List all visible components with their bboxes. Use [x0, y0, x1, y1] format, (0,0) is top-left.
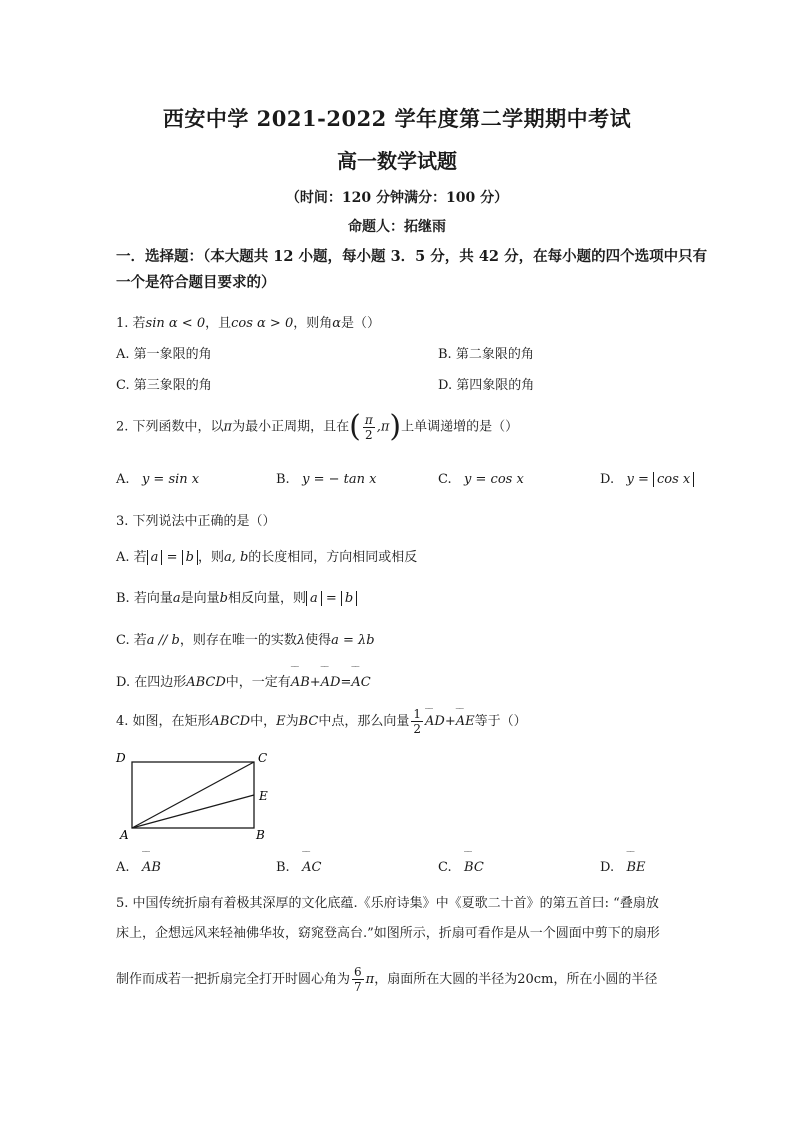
q4-option-c — [438, 860, 484, 875]
q3-option-b — [116, 587, 357, 606]
q2-option-d-formula: y = — [626, 472, 649, 487]
q1-alpha: α — [332, 316, 342, 331]
q3-text: = — [166, 550, 178, 565]
rectangle-figure — [112, 748, 282, 842]
q2-option-b-formula: y = − tan x — [302, 472, 377, 487]
option-label: A. — [116, 860, 130, 875]
q4-vector-ad: ‾‾ AD — [425, 702, 445, 742]
q2-fraction-num: π — [364, 412, 373, 427]
q3-parallel: a // b — [146, 633, 180, 648]
q5-text: 制作而成若一把折扇完全打开时圆心角为 — [116, 972, 351, 987]
q3-text: B. 若向量 — [116, 591, 173, 606]
question-1-stem — [116, 312, 380, 331]
label-b: B — [256, 828, 265, 842]
option-label: B. — [276, 472, 290, 487]
q4-option-d — [600, 860, 646, 875]
q1-option-d: D. 第四象限的角 — [438, 378, 535, 393]
q1-option-a: A. 第一象限的角 — [116, 347, 212, 362]
q3-text: = — [325, 591, 337, 606]
q2-text: 为最小正周期，且在 — [232, 419, 350, 435]
q3-text: D. 在四边形 — [116, 675, 187, 690]
q4-point-e: E — [276, 714, 286, 729]
q1-text: ，且 — [205, 316, 232, 331]
option-label: C. — [438, 860, 452, 875]
q1-text: 是（） — [341, 316, 381, 331]
label-d: D — [116, 751, 126, 765]
q3-abs-b: b — [182, 550, 198, 565]
q5-line-3 — [116, 960, 712, 1000]
q3-option-a — [116, 546, 417, 565]
exam-title: 西安中学 2021-2022 学年度第二学期期中考试 — [162, 106, 632, 131]
q2-text: 上单调递增的是（） — [401, 419, 519, 435]
q3-quad: ABCD — [186, 675, 226, 690]
option-label: A. — [116, 472, 130, 487]
q1-option-b: B. 第二象限的角 — [438, 347, 534, 362]
q2-pi: π — [223, 419, 233, 435]
question-4-stem — [116, 702, 527, 742]
q2-option-a-formula: y = sin x — [141, 472, 200, 487]
q3-text: 相反向量，则 — [227, 591, 306, 606]
label-c: C — [258, 751, 268, 765]
author-line: 命题人：拓继雨 — [348, 219, 446, 235]
q1-condition-sin: sin α < 0 — [145, 316, 206, 331]
q5-radius: 20cm — [517, 972, 554, 987]
option-label: D. — [600, 860, 615, 875]
q3-abs-a: a — [306, 591, 322, 606]
q5-fraction-den: 7 — [354, 980, 362, 994]
q1-text: ，则角 — [293, 316, 333, 331]
q2-option-d — [600, 472, 694, 487]
segment-ae — [132, 795, 254, 828]
q2-option-b — [276, 472, 376, 487]
q5-line-2: 床上，企想远风来轻袖佛华妆，窈窕登高台.”如图所示，折扇可看作是从一个圆面中剪下的扇形 — [116, 926, 660, 941]
q4-text: 中， — [250, 714, 277, 729]
option-label: D. — [600, 472, 615, 487]
q2-right-paren: ) — [389, 409, 402, 444]
q4-fraction — [411, 707, 423, 736]
q4-option-b — [276, 860, 321, 875]
q3-vector-ac: ‾‾ AC — [351, 675, 370, 690]
q4-option-d-vector: ‾‾ BE — [627, 860, 646, 875]
q5-text: ，所在小圆的半径 — [553, 972, 658, 987]
q3-text: 中，一定有 — [225, 675, 291, 690]
q3-option-c — [116, 629, 375, 648]
q3-option-d — [116, 671, 371, 690]
q5-line-1: 5. 中国传统折扇有着极其深厚的文化底蕴.《乐府诗集》中《夏歌二十首》的第五首曰: “叠扇放 — [116, 896, 659, 911]
q2-interval-end: ,π — [376, 419, 390, 435]
q5-fraction — [352, 965, 364, 994]
q4-option-b-vector: ‾‾ AC — [302, 860, 321, 875]
q2-option-c-formula: y = cos x — [464, 472, 524, 487]
q3-text: 的长度相同，方向相同或相反 — [248, 550, 418, 565]
exam-subtitle: 高一数学试题 — [337, 149, 457, 173]
q4-vector-ae: ‾‾ AE — [456, 702, 475, 742]
q3-vector-b: b — [219, 591, 228, 606]
time-info: （时间：120 分钟满分：100 分） — [285, 190, 509, 206]
q1-condition-cos: cos α > 0 — [231, 316, 294, 331]
q3-text: A. 若 — [116, 550, 147, 565]
q3-text: C. 若 — [116, 633, 147, 648]
q3-text: ，则存在唯一的实数 — [179, 633, 297, 648]
q5-text: ，扇面所在大圆的半径为 — [374, 972, 518, 987]
q2-option-d-abs: cos x — [653, 472, 694, 487]
q3-vector-ad: ‾‾ AD — [321, 675, 341, 690]
label-a: A — [120, 828, 129, 842]
q5-fraction-num: 6 — [354, 965, 362, 979]
q3-text: ，则 — [197, 550, 224, 565]
q4-segment-bc: BC — [298, 714, 319, 729]
segment-ac — [132, 762, 254, 828]
q4-fraction-den: 2 — [413, 722, 422, 736]
q1-option-c: C. 第三象限的角 — [116, 378, 212, 393]
q1-text: 1. 若 — [116, 316, 146, 331]
q3-text: 是向量 — [180, 591, 220, 606]
q4-text: + — [444, 714, 456, 729]
q2-text: 2. 下列函数中，以 — [116, 419, 224, 435]
q4-option-a-vector: ‾‾ AB — [142, 860, 161, 875]
q4-fraction-num: 1 — [413, 707, 422, 721]
question-2-stem — [116, 404, 518, 451]
q3-vector-ab: ‾‾ AB — [291, 675, 310, 690]
q4-rect: ABCD — [210, 714, 251, 729]
q4-text: 为 — [285, 714, 299, 729]
q4-option-a — [116, 860, 161, 875]
q3-abs-b: b — [341, 591, 357, 606]
q3-vector-a: a — [172, 591, 181, 606]
question-3-stem: 3. 下列说法中正确的是（） — [116, 514, 276, 529]
q5-pi: π — [365, 972, 375, 987]
option-label: C. — [438, 472, 452, 487]
label-e: E — [259, 789, 268, 803]
q2-option-a — [116, 472, 199, 487]
section-heading: 一．选择题：（本大题共 12 小题，每小题 3．5 分，共 42 分，在每小题的四个选项中只有一个是符合题目要求的） — [116, 248, 708, 291]
option-label: B. — [276, 860, 290, 875]
q4-text: 4. 如图，在矩形 — [116, 714, 211, 729]
q3-vectors: a, b — [223, 550, 249, 565]
q2-fraction-den: 2 — [364, 427, 373, 442]
q2-fraction — [363, 413, 375, 442]
q2-option-c — [438, 472, 524, 487]
q3-lambda: λ — [296, 633, 306, 648]
q3-abs-a: a — [147, 550, 163, 565]
q3-equation: a = λb — [331, 633, 375, 648]
q3-text: 使得 — [305, 633, 332, 648]
q2-left-paren: ( — [349, 409, 361, 444]
q4-option-c-vector: ‾‾ BC — [464, 860, 484, 875]
q4-text: 中点，那么向量 — [318, 714, 410, 729]
q3-text: = — [340, 675, 352, 690]
q3-text: + — [309, 675, 321, 690]
q4-text: 等于（） — [474, 714, 527, 729]
